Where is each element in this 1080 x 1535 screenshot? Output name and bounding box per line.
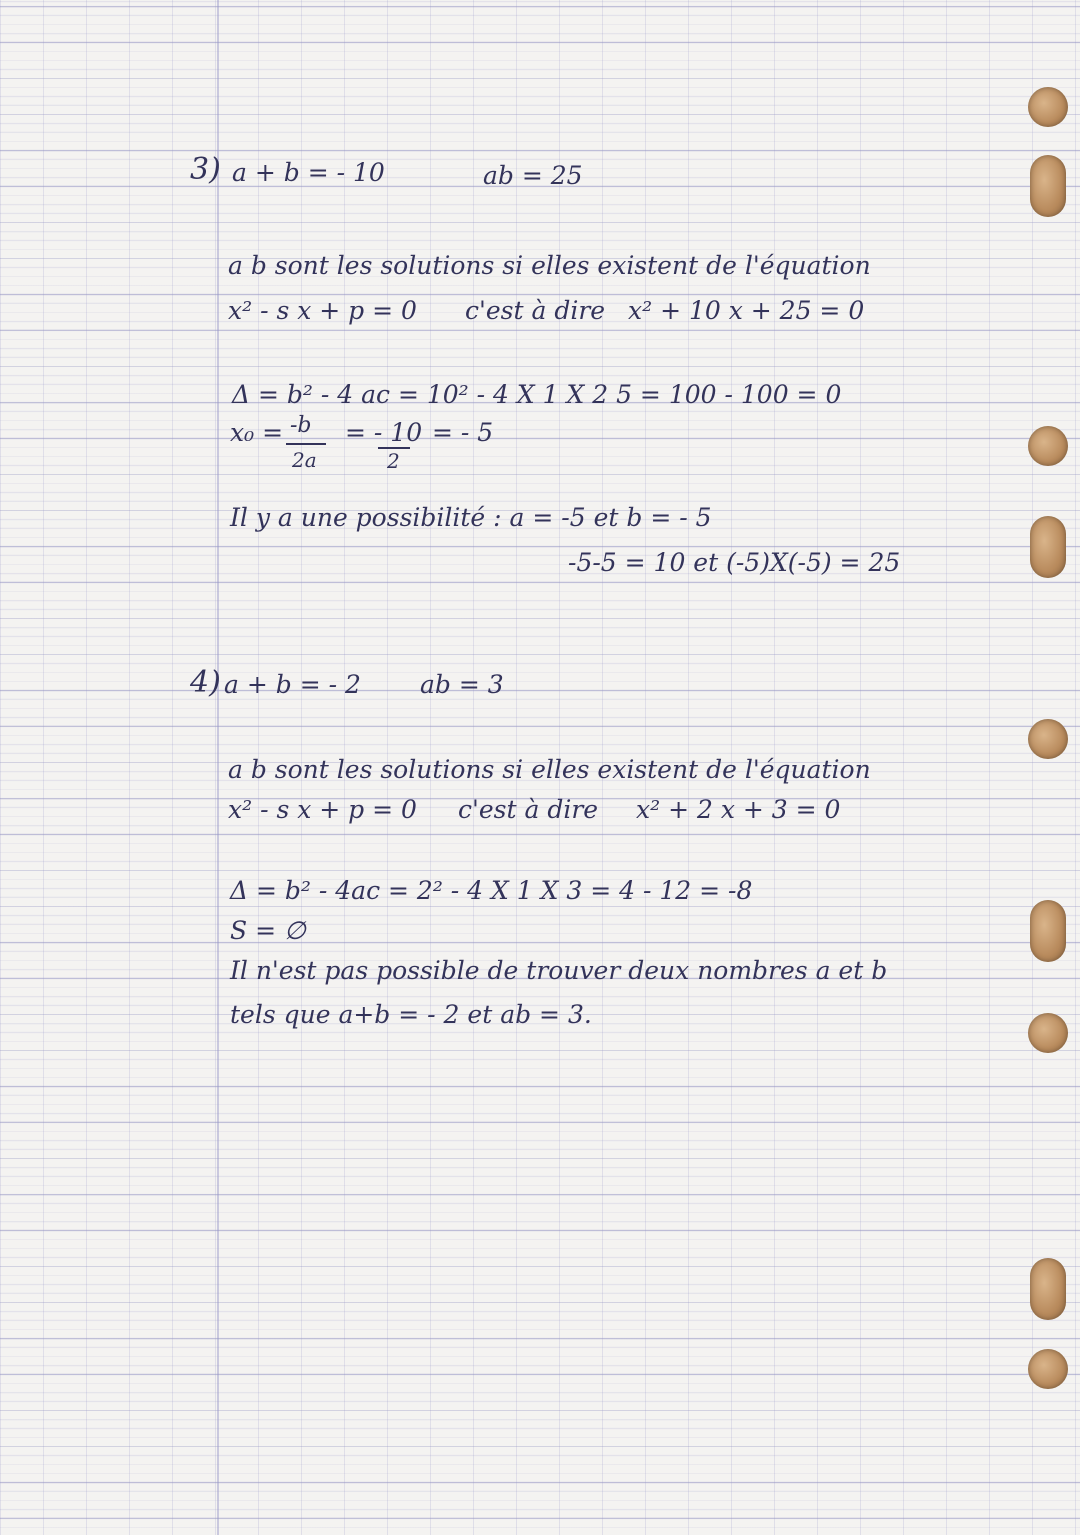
part3-x0-frac2-den: 2	[387, 449, 400, 473]
part4-number: 4)	[190, 665, 221, 700]
part4-conclusion-line2: tels que a+b = - 2 et ab = 3.	[230, 1000, 592, 1029]
part3-x0-label: x₀ =	[230, 418, 284, 447]
binder-hole	[1028, 1013, 1068, 1053]
part3-conclusion: Il y a une possibilité : a = -5 et b = - 5	[230, 503, 712, 532]
part4-condition-sum: a + b = - 2	[224, 670, 361, 699]
binder-hole	[1028, 1349, 1068, 1389]
binder-hole	[1030, 516, 1066, 578]
binder-hole	[1030, 1258, 1066, 1320]
part3-text-line1: a b sont les solutions si elles existent de l'équation	[228, 251, 871, 280]
part4-equation-general: x² - s x + p = 0	[228, 795, 417, 824]
binder-hole	[1030, 155, 1066, 217]
part3-equation-specific: x² + 10 x + 25 = 0	[628, 296, 865, 325]
binder-hole	[1028, 719, 1068, 759]
part3-condition-sum: a + b = - 10	[232, 158, 385, 187]
part3-check: -5-5 = 10 et (-5)X(-5) = 25	[568, 548, 901, 577]
part3-condition-product: ab = 25	[483, 161, 583, 190]
part4-conclusion-line1: Il n'est pas possible de trouver deux nombres a et b	[230, 956, 888, 985]
part4-condition-product: ab = 3	[420, 670, 504, 699]
part3-x0-frac1-den: 2a	[292, 448, 317, 472]
fraction-bar	[286, 443, 326, 445]
margin-line	[217, 0, 219, 1535]
part4-equation-specific: x² + 2 x + 3 = 0	[636, 795, 841, 824]
part4-cest-a-dire: c'est à dire	[458, 795, 599, 824]
part4-delta: Δ = b² - 4ac = 2² - 4 X 1 X 3 = 4 - 12 = -8	[230, 876, 753, 905]
part3-x0-result: = - 5	[432, 418, 494, 447]
part4-solution-set: S = ∅	[230, 916, 306, 945]
part3-number: 3)	[190, 152, 221, 187]
binder-hole	[1028, 426, 1068, 466]
part3-cest-a-dire: c'est à dire	[465, 296, 606, 325]
part3-x0-frac2-num: = - 10	[345, 418, 423, 447]
binder-hole	[1028, 87, 1068, 127]
part3-x0-frac1-num: -b	[290, 413, 312, 438]
binder-hole	[1030, 900, 1066, 962]
part3-delta: Δ = b² - 4 ac = 10² - 4 X 1 X 2 5 = 100 - 100 = 0	[232, 380, 842, 409]
part4-text-line1: a b sont les solutions si elles existent de l'équation	[228, 755, 871, 784]
part3-equation-general: x² - s x + p = 0	[228, 296, 417, 325]
